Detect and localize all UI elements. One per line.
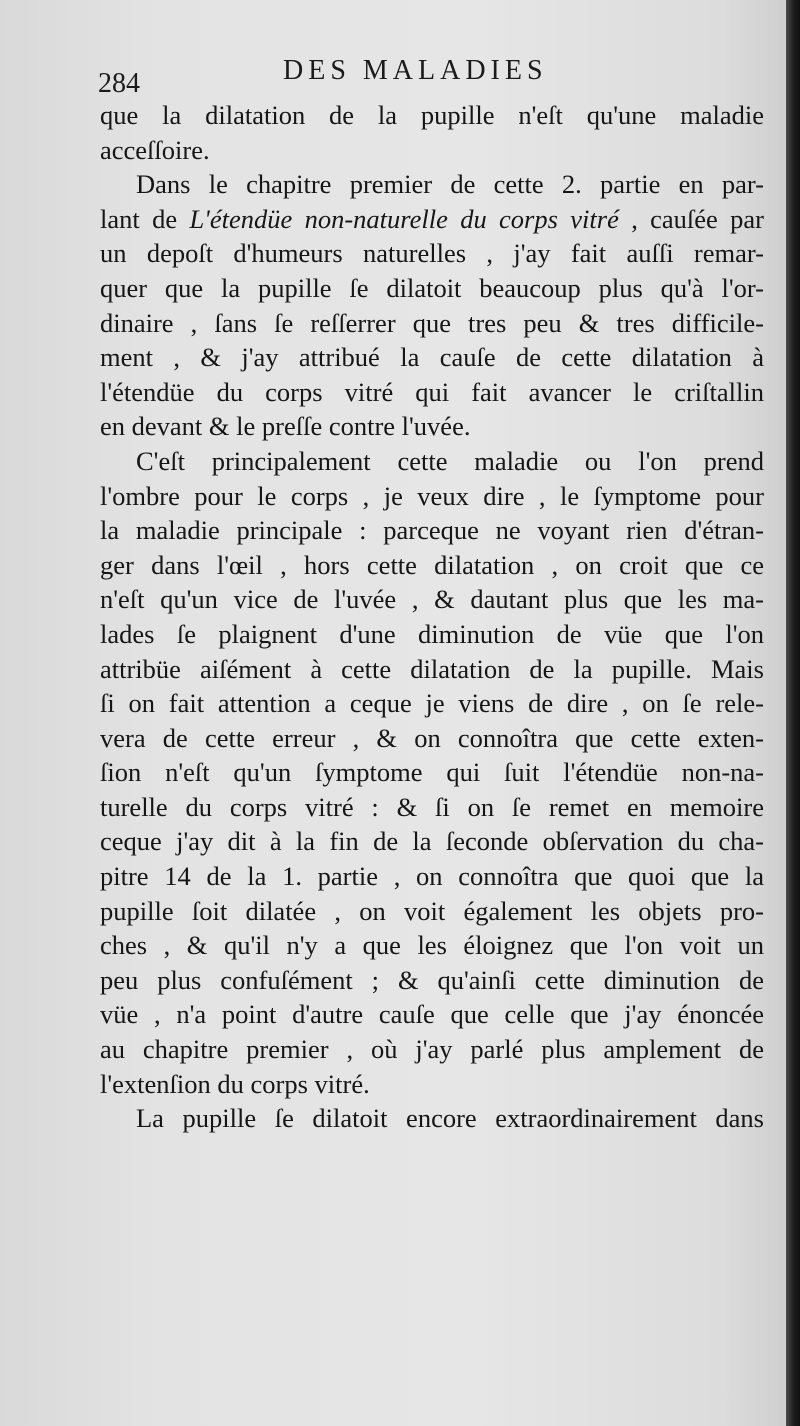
text-line: La pupille ſe dilatoit encore extraordinairement dans	[136, 1103, 764, 1134]
text-line: ment , & j'ay attribué la cauſe de cette dilatation à	[100, 342, 764, 373]
text-line: ſion n'eſt qu'un ſymptome qui ſuit l'étendüe non-na-	[100, 757, 764, 788]
text-line: pupille ſoit dilatée , on voit également les objets pro-	[100, 895, 764, 926]
text-line: au chapitre premier , où j'ay parlé plus amplement de	[100, 1034, 764, 1065]
text-line: l'extenſion du corps vitré.	[100, 1068, 370, 1099]
italic-title: L'étendüe non-naturelle du corps vitré	[189, 203, 619, 234]
page-number: 284	[98, 68, 140, 99]
text-line: ger dans l'œil , hors cette dilatation , on croit que ce	[100, 549, 764, 580]
text-line: peu plus confuſément ; & qu'ainſi cette diminution de	[100, 964, 764, 995]
text-line: l'ombre pour le corps , je veux dire , le ſymptome pour	[100, 480, 764, 511]
text-line: que la dilatation de la pupille n'eſt qu'une maladie	[100, 100, 764, 130]
text-line: vera de cette erreur , & on connoîtra que cette exten-	[100, 722, 764, 753]
text-line: C'eſt principalement cette maladie ou l'on prend	[136, 445, 764, 476]
text-line: quer que la pupille ſe dilatoit beaucoup plus qu'à l'or-	[100, 272, 764, 303]
text-line: en devant & le preſſe contre l'uvée.	[100, 411, 471, 442]
paragraph-1	[100, 98, 764, 167]
text-line: l'étendüe du corps vitré qui fait avancer le criſtallin	[100, 376, 764, 407]
paragraph-2	[100, 167, 764, 444]
text-line: n'eſt qu'un vice de l'uvée , & dautant plus que les ma-	[100, 584, 764, 615]
page-edge-shadow	[786, 0, 800, 1426]
text-line: la maladie principale : parceque ne voyant rien d'étran-	[100, 515, 764, 546]
text-line: lades ſe plaignent d'une diminution de vüe que l'on	[100, 618, 764, 649]
text-line: pitre 14 de la 1. partie , on connoîtra que quoi que la	[100, 861, 764, 892]
text-fragment: lant de	[100, 203, 190, 234]
text-line: Dans le chapitre premier de cette 2. partie en par-	[136, 169, 764, 200]
text-fragment: , cauſée par	[618, 203, 764, 234]
text-line: vüe , n'a point d'autre cauſe que celle que j'ay énoncée	[100, 999, 764, 1030]
text-line: ceque j'ay dit à la fin de la ſeconde obſervation du cha-	[100, 826, 764, 857]
text-line: ches , & qu'il n'y a que les éloignez que l'on voit un	[100, 930, 764, 961]
text-line: acceſſoire.	[100, 134, 210, 165]
text-line-with-italic	[100, 202, 764, 237]
body-text	[100, 98, 764, 1136]
text-line: ſi on fait attention a ceque je viens de dire , on ſe rele-	[100, 688, 764, 719]
running-head: DES MALADIES	[283, 55, 548, 86]
paragraph-3	[100, 444, 764, 1101]
text-line: turelle du corps vitré : & ſi on ſe remet en memoire	[100, 791, 764, 822]
text-line: dinaire , ſans ſe reſſerrer que tres peu & tres difficile-	[100, 307, 764, 338]
paragraph-4	[100, 1101, 764, 1136]
text-line: un depoſt d'humeurs naturelles , j'ay fait auſſi remar-	[100, 238, 764, 269]
text-line: attribüe aiſément à cette dilatation de la pupille. Mais	[100, 653, 764, 684]
